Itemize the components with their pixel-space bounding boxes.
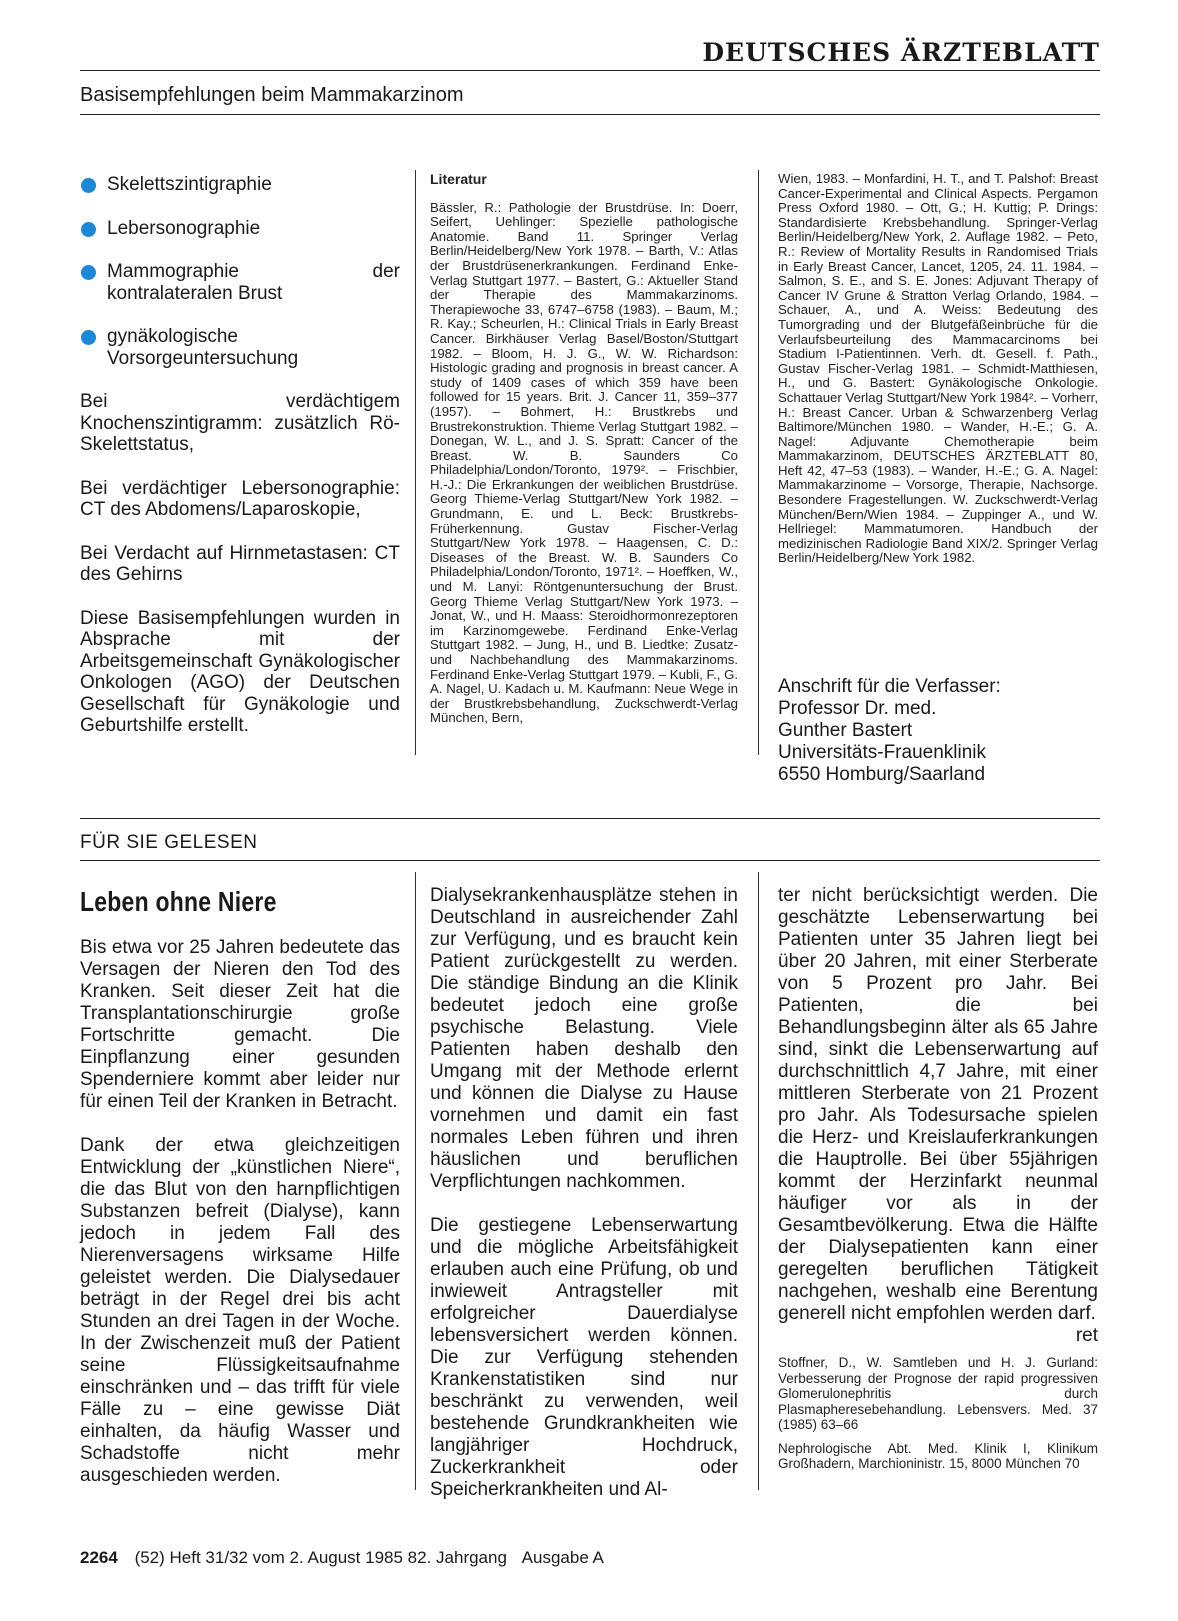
article-column-2 bbox=[430, 885, 738, 1523]
column-divider bbox=[758, 170, 759, 755]
section-rule-top bbox=[80, 818, 1100, 819]
recommendation-paragraph: Diese Basisempfehlungen wurden in Absprache mit der Arbeitsgemeinschaft Gynäkologischer Onkologen (AGO) der Deutschen Gesellschaft für Gynäkologie und Geburtshilfe erstellt. bbox=[80, 607, 400, 736]
column-divider bbox=[415, 170, 416, 755]
masthead: DEUTSCHES ÄRZTEBLATT bbox=[702, 38, 1100, 67]
page-subtitle: Basisempfehlungen beim Mammakarzinom bbox=[80, 84, 464, 106]
address-line: Gunther Bastert bbox=[778, 720, 913, 741]
bullet-item bbox=[80, 218, 400, 240]
bullet-item bbox=[80, 174, 400, 196]
page-footer bbox=[80, 1548, 604, 1568]
article-references bbox=[778, 1355, 1098, 1472]
signoff-row bbox=[778, 1325, 1098, 1347]
bullet-dot-icon bbox=[81, 330, 96, 345]
article-paragraph: ter nicht berücksichtigt werden. Die geschätzte Lebenserwartung bei Patienten unter 35 Jahren liegt bei über 20 Jahren, mit einer Sterberate von 5 Prozent pro Jahr. Bei Patienten, die bei Behandlungsbeginn älter als 65 Jahre sind, sinkt die Lebenserwartung auf durchschnittlich 4,7 Jahre, mit einer mittleren Sterberate von 21 Prozent pro Jahr. Als Todesursache spielen die Herz- und Kreislauferkrankungen die Hauptrolle. Bei über 55jährigen kommt der Herzinfarkt neunmal häufiger vor als in der Gesamtbevölkerung. Etwa die Hälfte der Dialysepatienten kann einer geregelten beruflichen Tätigkeit nachgehen, weshalb eine Berentung generell nicht empfohlen werden darf. bbox=[778, 885, 1098, 1324]
literature-column bbox=[430, 172, 738, 726]
recommendation-paragraph: Bei Verdacht auf Hirnmetastasen: CT des Gehirns bbox=[80, 542, 400, 585]
bullet-text: Lebersonographie bbox=[107, 217, 261, 239]
literature-column-continued bbox=[778, 172, 1098, 566]
issue-info: (52) Heft 31/32 vom 2. August 1985 82. Jahrgang bbox=[134, 1548, 507, 1567]
article-paragraph: Dank der etwa gleichzeitigen Entwicklung der „künstlichen Niere“, die das Blut von den harnpflichtigen Substanzen befreit (Dialyse), kann jedoch in jedem Fall des Nierenversagens wirksame Hilfe geleistet werden. Die Dialysedauer beträgt in der Regel drei bis acht Stunden an drei Tagen in der Woche. In der Zwischenzeit muß der Patient seine Flüssigkeitsaufnahme einschränken und – das trifft für viele Fälle zu – eine gewisse Diät einhalten, da häufig Wasser und Schadstoffe nicht mehr ausgeschieden werden. bbox=[80, 1135, 400, 1486]
bullet-text: gynäkologische Vorsorgeuntersuchung bbox=[107, 326, 299, 369]
column-divider bbox=[415, 872, 416, 1490]
literature-text: Bässler, R.: Pathologie der Brustdrüse. In: Doerr, Seifert, Uehlinger: Spezielle pathologische Anatomie. Band 11. Springer Verlag Berlin/Heidelberg/New York 1978. – Barth, V.: Atlas der Brustdrüsenerkrankungen. Ferdinand Enke-Verlag Stuttgart 1977. – Bastert, G.: Aktueller Stand der Therapie des Mammakarzinoms. Therapiewoche 33, 6747–6758 (1983). – Baum, M.; R. Kay.; Scheurlen, H.: Clinical Trials in Early Breast Cancer. Birkhäuser Verlag Basel/Boston/Stuttgart 1982. – Bloom, H. J. G., W. W. Richardson: Histologic grading and prognosis in breast cancer. A study of 1409 cases of which 359 have been followed for 15 years. Brit. J. Cancer 11, 359–377 (1957). – Bohmert, H.: Brustkrebs und Brustrekonstruktion. Thieme Verlag Stuttgart 1982. – Donegan, W. L., and J. S. Spratt: Cancer of the Breast. W. B. Saunders Co Philadelphia/London/Toronto, 1979². – Frischbier, H.-J.: Die Erkrankungen der weiblichen Brustdrüse. Georg Thieme-Verlag Stuttgart/New York 1982. – Grundmann, E. und L. Beck: Brustkrebs-Früherkennung. Gustav Fischer-Verlag Stuttgart/New York 1978. – Haagensen, C. D.: Diseases of the Breast. W. B. Saunders Co Philadelphia/London/Toronto, 1971². – Hoeffken, W., und M. Lanyi: Röntgenuntersuchung der Brust. Georg Thieme Verlag Stuttgart/New York 1973. – Jonat, W., und H. Maass: Steroidhormonrezeptoren im Karzinomgewebe. Ferdinand Enke-Verlag Stuttgart 1982. – Jung, H., und B. Liedtke: Zusatz- und Nachbehandlung des Mammakarzinoms. Ferdinand Enke-Verlag Stuttgart 1979. – Kubli, F., G. A. Nagel, U. Kadach u. M. Kaufmann: Neue Wege in der Brustkrebsbehandlung, Zuckschwerdt-Verlag München, Bern, bbox=[430, 199, 738, 726]
header-rule bbox=[80, 70, 1100, 71]
bullet-item bbox=[80, 326, 400, 369]
article-paragraph: Die gestiegene Lebenserwartung und die mögliche Arbeitsfähigkeit erlauben auch eine Prüfung, ob und inwieweit Antragsteller mit erfolgreicher Dauerdialyse lebensversichert werden können. Die zur Verfügung stehenden Krankenstatistiken sind nur beschränkt zu verwenden, weil bestehende Grundkrankheiten wie langjähriger Hochdruck, Zuckerkrankheit oder Speicherkrankheiten und Al- bbox=[430, 1215, 738, 1500]
bullet-text: Mammographie der kontralateralen Brust bbox=[107, 261, 400, 304]
recommendation-paragraph: Bei verdächtigem Knochenszintigramm: zusätzlich Rö-Skelettstatus, bbox=[80, 391, 400, 455]
bullet-item bbox=[80, 261, 400, 304]
article-column-1 bbox=[80, 937, 400, 1509]
address-line: Universitäts-Frauenklinik bbox=[778, 742, 987, 763]
bullet-text: Skelettszintigraphie bbox=[107, 174, 272, 195]
edition-info: Ausgabe A bbox=[521, 1548, 604, 1567]
section-label: FÜR SIE GELESEN bbox=[80, 832, 258, 853]
subtitle-rule bbox=[80, 114, 1100, 115]
recommendations-column bbox=[80, 174, 400, 759]
column-divider bbox=[758, 872, 759, 1490]
article-title: Leben ohne Niere bbox=[80, 886, 277, 917]
article-column-3 bbox=[778, 885, 1098, 1480]
bullet-dot-icon bbox=[81, 222, 96, 237]
section-rule-bottom bbox=[80, 860, 1100, 861]
article-paragraph: Dialysekrankenhausplätze stehen in Deutschland in ausreichender Zahl zur Verfügung, und es braucht kein Patient zurückgestellt zu werden. Die ständige Bindung an die Klinik bedeutet jedoch eine große psychische Belastung. Viele Patienten haben deshalb den Umgang mit der Methode erlernt und können die Dialyse zu Hause vornehmen und damit ein fast normales Leben führen und ihren häuslichen und beruflichen Verpflichtungen nachkommen. bbox=[430, 885, 738, 1192]
address-line: Professor Dr. med. bbox=[778, 698, 937, 719]
reference-entry: Nephrologische Abt. Med. Klinik I, Klinikum Großhadern, Marchioninistr. 15, 8000 München 70 bbox=[778, 1440, 1098, 1471]
recommendation-paragraph: Bei verdächtiger Lebersonographie: CT des Abdomens/Laparoskopie, bbox=[80, 477, 400, 520]
literature-text: Wien, 1983. – Monfardini, H. T., and T. Palshof: Breast Cancer-Experimental and Clinical Aspects. Pergamon Press Oxford 1980. – Ott, G.; H. Kuttig; P. Drings: Standardisierte Krebsbehandlung. Springer-Verlag Berlin/Heidelberg/New York, 2. Auflage 1982. – Peto, R.: Review of Mortality Results in Randomised Trials in Early Breast Cancer, Lancet, 1205, 24. 11. 1984. – Salmon, S. E., and S. E. Jones: Adjuvant Therapy of Cancer IV Grune & Stratton Verlag Orlando, 1984. – Schauer, A., und A. Weiss: Bedeutung des Tumorgrading und der Blutgefäßeinbrüche für die Verlaufsbeurteilung des Mammacarcinoms bei Stadium I-Patientinnen. Verh. dt. Gesell. f. Path., Gustav Fischer-Verlag 1981. – Schmidt-Matthiesen, H., und G. Bastert: Gynäkologische Onkologie. Schattauer Verlag Stuttgart/New York 1984². – Vorherr, H.: Breast Cancer. Urban & Schwarzenberg Verlag Baltimore/München 1980. – Wander, H.-E.; G. A. Nagel: Adjuvante Chemotherapie beim Mammakarzinom, DEUTSCHES ÄRZTEBLATT 80, Heft 42, 47–53 (1983). – Wander, H.-E.; G. A. Nagel: Mammakarzinome – Vorsorge, Therapie, Nachsorge. Besondere Fragestellungen. W. Zuckschwerdt-Verlag München/Bern/Wien 1984. – Zuppinger A., und W. Hellriegel: Mammatumoren. Handbuch der medizinischen Radiologie Band XIX/2. Springer Verlag Berlin/Heidelberg/New York 1982. bbox=[778, 171, 1098, 566]
address-line: Anschrift für die Verfasser: bbox=[778, 676, 1001, 697]
reference-entry: Stoffner, D., W. Samtleben und H. J. Gurland: Verbesserung der Prognose der rapid progressiven Glomerulonephritis durch Plasmapheresebehandlung. Lebensvers. Med. 37 (1985) 63–66 bbox=[778, 1355, 1098, 1432]
article-paragraph: Bis etwa vor 25 Jahren bedeutete das Versagen der Nieren den Tod des Kranken. Seit dieser Zeit hat die Transplantationschirurgie große Fortschritte gemacht. Die Einpflanzung einer gesunden Spenderniere kommt aber leider nur für einen Teil der Kranken in Betracht. bbox=[80, 937, 400, 1112]
author-address bbox=[778, 676, 1098, 786]
address-line: 6550 Homburg/Saarland bbox=[778, 764, 986, 785]
author-signature: ret bbox=[1075, 1325, 1098, 1346]
bullet-dot-icon bbox=[81, 265, 96, 280]
page-number: 2264 bbox=[80, 1548, 118, 1567]
literature-heading: Literatur bbox=[430, 171, 487, 187]
bullet-dot-icon bbox=[81, 178, 96, 193]
